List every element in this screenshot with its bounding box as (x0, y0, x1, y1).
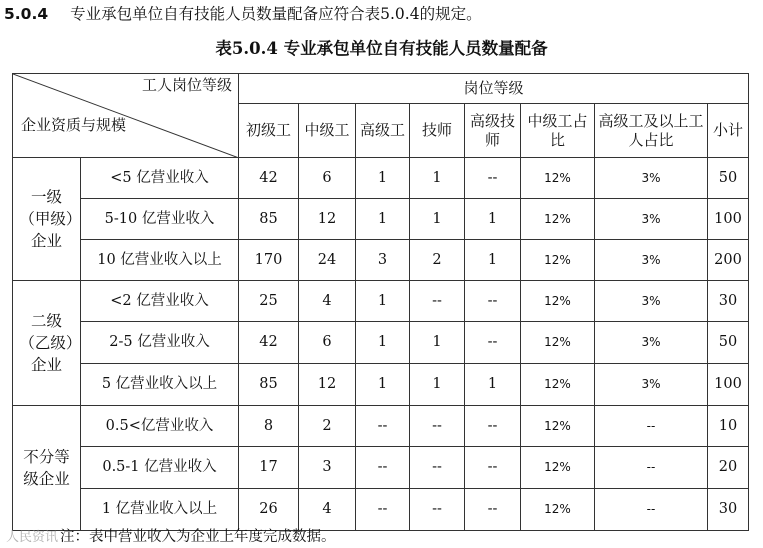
value-cell: 1 (410, 364, 465, 406)
value-cell: -- (595, 406, 708, 447)
value-cell: -- (465, 406, 521, 447)
value-cell: -- (465, 322, 521, 364)
value-cell: 85 (239, 364, 299, 406)
column-header: 技师 (410, 104, 465, 158)
column-header: 高级工及以上工人占比 (595, 104, 708, 158)
value-cell: 1 (465, 364, 521, 406)
clause-line (4, 2, 759, 26)
value-cell: 26 (239, 489, 299, 531)
value-cell: 17 (239, 447, 299, 489)
value-cell: 3% (595, 240, 708, 281)
value-cell: 12% (521, 406, 595, 447)
column-header: 中级工 (299, 104, 356, 158)
revenue-scale-cell: 2-5 亿营业收入 (81, 322, 239, 364)
value-cell: 3% (595, 199, 708, 240)
value-cell: 12 (299, 199, 356, 240)
column-header: 初级工 (239, 104, 299, 158)
value-cell: 20 (708, 447, 749, 489)
enterprise-grade-cell: 不分等级企业 (13, 406, 81, 531)
value-cell: -- (465, 489, 521, 531)
value-cell: 1 (410, 158, 465, 199)
revenue-scale-cell: 0.5<亿营业收入 (81, 406, 239, 447)
value-cell: 2 (410, 240, 465, 281)
table-row (13, 158, 749, 199)
revenue-scale-cell: 1 亿营业收入以上 (81, 489, 239, 531)
revenue-scale-cell: 5-10 亿营业收入 (81, 199, 239, 240)
value-cell: 1 (356, 364, 410, 406)
value-cell: -- (465, 158, 521, 199)
value-cell: 1 (356, 158, 410, 199)
table-row (13, 322, 749, 364)
corner-header-top: 工人岗位等级 (141, 76, 232, 94)
value-cell: -- (465, 447, 521, 489)
table-row (13, 199, 749, 240)
group-header: 岗位等级 (239, 74, 749, 104)
value-cell: 12% (521, 199, 595, 240)
value-cell: -- (595, 447, 708, 489)
clause-number: 5.0.4 (4, 5, 49, 23)
value-cell: 3 (356, 240, 410, 281)
value-cell: -- (356, 447, 410, 489)
revenue-scale-cell: 5 亿营业收入以上 (81, 364, 239, 406)
corner-header-bottom: 企业资质与规模 (21, 116, 127, 134)
value-cell: 12% (521, 322, 595, 364)
column-header: 高级技师 (465, 104, 521, 158)
value-cell: 10 (708, 406, 749, 447)
value-cell: 42 (239, 158, 299, 199)
table-row (13, 364, 749, 406)
value-cell: 12% (521, 281, 595, 322)
revenue-scale-cell: <2 亿营业收入 (81, 281, 239, 322)
value-cell: 12% (521, 364, 595, 406)
table-title: 表5.0.4 专业承包单位自有技能人员数量配备 (215, 39, 548, 58)
value-cell: 170 (239, 240, 299, 281)
column-header: 高级工 (356, 104, 410, 158)
value-cell: 100 (708, 364, 749, 406)
enterprise-grade-cell: 二级（乙级）企业 (13, 281, 81, 406)
revenue-scale-cell: <5 亿营业收入 (81, 158, 239, 199)
value-cell: -- (410, 489, 465, 531)
value-cell: 1 (465, 240, 521, 281)
value-cell: 12% (521, 447, 595, 489)
value-cell: 1 (410, 199, 465, 240)
value-cell: 3% (595, 281, 708, 322)
table-row (13, 489, 749, 531)
column-header: 小计 (708, 104, 749, 158)
staffing-table (12, 73, 749, 531)
table-row (13, 406, 749, 447)
enterprise-grade-cell: 一级（甲级）企业 (13, 158, 81, 281)
value-cell: 42 (239, 322, 299, 364)
value-cell: 85 (239, 199, 299, 240)
table-row (13, 447, 749, 489)
value-cell: 12% (521, 158, 595, 199)
clause-text: 专业承包单位自有技能人员数量配备应符合表5.0.4的规定。 (70, 5, 482, 23)
value-cell: -- (410, 447, 465, 489)
value-cell: 6 (299, 158, 356, 199)
value-cell: -- (356, 489, 410, 531)
value-cell: 1 (356, 199, 410, 240)
value-cell: 12 (299, 364, 356, 406)
value-cell: -- (410, 406, 465, 447)
value-cell: 4 (299, 281, 356, 322)
value-cell: 25 (239, 281, 299, 322)
value-cell: 24 (299, 240, 356, 281)
value-cell: 50 (708, 322, 749, 364)
table-row (13, 281, 749, 322)
watermark: 人民资讯 (6, 530, 59, 545)
value-cell: 3% (595, 158, 708, 199)
value-cell: 8 (239, 406, 299, 447)
value-cell: 50 (708, 158, 749, 199)
value-cell: 1 (410, 322, 465, 364)
value-cell: 3 (299, 447, 356, 489)
value-cell: -- (595, 489, 708, 531)
value-cell: 30 (708, 489, 749, 531)
value-cell: 30 (708, 281, 749, 322)
value-cell: 2 (299, 406, 356, 447)
table-row (13, 240, 749, 281)
value-cell: 1 (356, 322, 410, 364)
value-cell: 200 (708, 240, 749, 281)
value-cell: 1 (465, 199, 521, 240)
value-cell: 12% (521, 240, 595, 281)
value-cell: -- (356, 406, 410, 447)
value-cell: 3% (595, 364, 708, 406)
value-cell: 12% (521, 489, 595, 531)
value-cell: 4 (299, 489, 356, 531)
revenue-scale-cell: 0.5-1 亿营业收入 (81, 447, 239, 489)
corner-header-cell (13, 74, 239, 158)
value-cell: -- (410, 281, 465, 322)
revenue-scale-cell: 10 亿营业收入以上 (81, 240, 239, 281)
value-cell: 100 (708, 199, 749, 240)
value-cell: 3% (595, 322, 708, 364)
value-cell: 1 (356, 281, 410, 322)
value-cell: -- (465, 281, 521, 322)
table-note: 注：表中营业收入为企业上年度完成数据。 (60, 529, 336, 545)
column-header: 中级工占比 (521, 104, 595, 158)
value-cell: 6 (299, 322, 356, 364)
